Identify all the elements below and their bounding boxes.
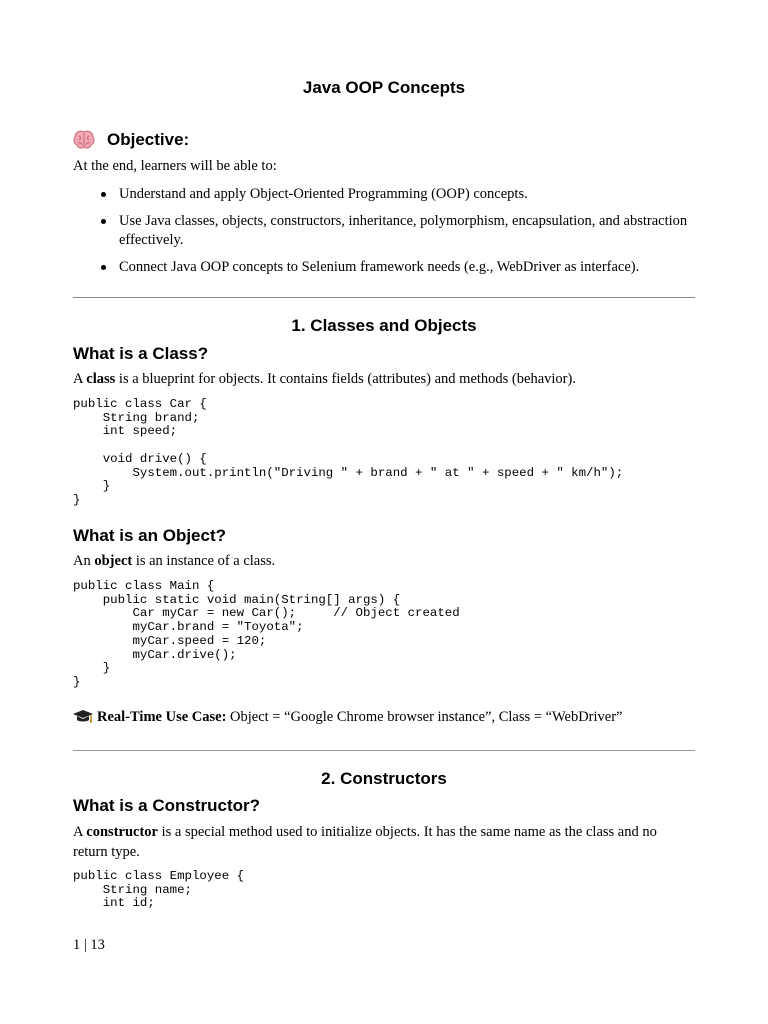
list-item (73, 212, 695, 250)
constructor-paragraph (73, 822, 695, 862)
section-divider (73, 750, 695, 751)
section-title-classes-objects: 1. Classes and Objects (291, 316, 477, 335)
class-heading: What is a Class? (73, 344, 209, 363)
bullet-icon (101, 192, 106, 197)
paragraph-text: is an instance of a class. (132, 553, 276, 569)
list-item-text: Connect Java OOP concepts to Selenium framework needs (e.g., WebDriver as interface). (119, 259, 640, 275)
use-case-label: Real-Time Use Case: (97, 709, 227, 725)
constructor-heading: What is a Constructor? (73, 796, 261, 815)
objective-heading (73, 129, 189, 151)
paragraph-text: An (73, 553, 95, 569)
objective-intro: At the end, learners will be able to: (73, 158, 277, 174)
use-case-line (73, 707, 623, 727)
paragraph-text: A (73, 371, 87, 387)
bullet-icon (101, 265, 106, 270)
bold-term: object (94, 553, 133, 569)
list-item (73, 258, 695, 277)
paragraph-text: is a blueprint for objects. It contains fields (attributes) and methods (behavior). (115, 371, 576, 387)
graduation-cap-icon (73, 709, 93, 725)
brain-icon (73, 130, 95, 150)
object-code-block: public class Main { public static void main(String[] args) { Car myCar = new Car(); // Object created myCar.brand = "Toyota"; myCar.speed = 120; myCar.drive(); } } (73, 579, 460, 689)
paragraph-text: A (73, 824, 87, 840)
bold-term: class (86, 371, 116, 387)
list-item (73, 185, 695, 204)
document-title: Java OOP Concepts (302, 78, 466, 97)
section-divider (73, 297, 695, 298)
object-paragraph (73, 551, 695, 571)
class-paragraph (73, 369, 695, 389)
bold-term: constructor (86, 824, 158, 840)
use-case-text: Object = “Google Chrome browser instance”, Class = “WebDriver” (226, 709, 623, 725)
page-number: 1 | 13 (73, 937, 105, 953)
list-item-text: Use Java classes, objects, constructors, inheritance, polymorphism, encapsulation, and abstraction effectively. (119, 213, 688, 248)
paragraph-text: is a special method used to initialize objects. It has the same name as the class and no return type. (73, 824, 657, 860)
bullet-icon (101, 219, 106, 224)
object-heading: What is an Object? (73, 526, 227, 545)
constructor-code-block: public class Employee { String name; int id; (73, 869, 245, 911)
section-title-constructors: 2. Constructors (321, 769, 447, 788)
objective-bullet-list (73, 185, 695, 285)
objective-heading-text: Objective: (107, 130, 190, 149)
list-item-text: Understand and apply Object-Oriented Programming (OOP) concepts. (119, 186, 528, 202)
class-code-block: public class Car { String brand; int speed; void drive() { System.out.println("Driving " + brand + " at " + speed + " km/h"); } } (73, 397, 624, 507)
